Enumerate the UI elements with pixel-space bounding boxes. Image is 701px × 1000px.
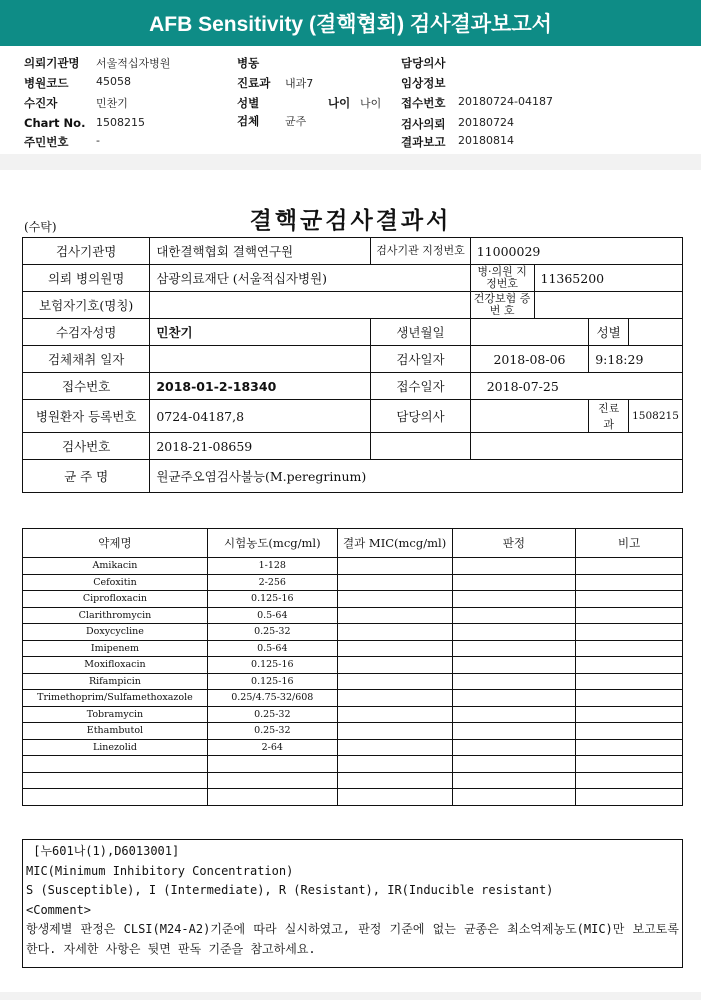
specimen-value: 균주 xyxy=(285,115,307,128)
table-row xyxy=(23,400,683,433)
result-cell xyxy=(337,607,452,624)
drug-name-cell xyxy=(23,789,208,806)
table-row xyxy=(23,739,683,756)
table-row xyxy=(23,657,683,674)
request-value: 20180724 xyxy=(458,116,514,129)
patient-value: 민찬기 xyxy=(96,97,128,110)
result-cell xyxy=(452,574,576,591)
result-cell xyxy=(452,607,576,624)
health-no-value xyxy=(534,292,683,319)
concentration-cell: 2-256 xyxy=(207,574,337,591)
note-legend: S (Susceptible), I (Intermediate), R (Resistant), IR(Inducible resistant) xyxy=(26,883,554,897)
sex-value-cell xyxy=(629,319,683,346)
drug-name-cell: Clarithromycin xyxy=(23,607,208,624)
lab-name-value: 대한결핵협회 결핵연구원 xyxy=(150,238,371,265)
hosp-no-label: 병·의원 지정번호 xyxy=(470,265,534,292)
accept-no-value: 2018-01-2-18340 xyxy=(150,373,371,400)
result-cell xyxy=(452,739,576,756)
result-document xyxy=(0,170,701,992)
doctor-value-cell xyxy=(470,400,589,433)
patient-label: 수진자 xyxy=(24,96,58,110)
concentration-cell xyxy=(207,772,337,789)
chart-value: 1508215 xyxy=(96,116,145,129)
concentration-cell: 0.125-16 xyxy=(207,657,337,674)
result-cell xyxy=(576,624,683,641)
result-cell xyxy=(452,657,576,674)
table-row xyxy=(23,772,683,789)
note-mic: MIC(Minimum Inhibitory Concentration) xyxy=(26,863,294,878)
drug-name-cell xyxy=(23,756,208,773)
result-cell xyxy=(337,723,452,740)
note-comment-label: <Comment> xyxy=(26,902,92,917)
result-cell xyxy=(452,756,576,773)
concentration-cell: 0.5-64 xyxy=(207,607,337,624)
report-date-label: 결과보고 xyxy=(401,135,446,149)
result-cell xyxy=(452,706,576,723)
drug-name-cell: Tobramycin xyxy=(23,706,208,723)
column-header: 약제명 xyxy=(23,529,208,558)
section-gap xyxy=(0,154,701,170)
result-cell xyxy=(576,739,683,756)
column-header: 결과 MIC(mcg/ml) xyxy=(337,529,452,558)
concentration-cell: 1-128 xyxy=(207,558,337,575)
report-title: AFB Sensitivity (결핵협회) 검사결과보고서 xyxy=(149,13,552,36)
table-row xyxy=(23,756,683,773)
name-label: 수검자성명 xyxy=(23,319,150,346)
drug-table-header xyxy=(23,529,683,558)
table-row xyxy=(23,624,683,641)
drug-name-cell: Ethambutol xyxy=(23,723,208,740)
test-no-value: 2018-21-08659 xyxy=(150,433,371,460)
table-row xyxy=(23,789,683,806)
chart-label: Chart No. xyxy=(24,116,86,130)
result-cell xyxy=(337,624,452,641)
request-label: 검사의뢰 xyxy=(401,117,446,131)
table-row xyxy=(23,292,683,319)
doctor-label: 담당의사 xyxy=(401,56,446,70)
doctor-label-cell: 담당의사 xyxy=(371,400,470,433)
result-cell xyxy=(576,789,683,806)
info-table xyxy=(22,237,683,493)
receipt-label: 접수번호 xyxy=(401,96,446,110)
result-cell xyxy=(337,789,452,806)
patient-info-panel xyxy=(0,46,701,154)
result-cell xyxy=(452,772,576,789)
test-date-label: 검사일자 xyxy=(371,346,470,373)
insured-value xyxy=(150,292,470,319)
result-cell xyxy=(337,772,452,789)
result-cell xyxy=(452,591,576,608)
result-cell xyxy=(576,657,683,674)
empty-cell xyxy=(371,433,470,460)
drug-name-cell: Amikacin xyxy=(23,558,208,575)
table-row xyxy=(23,265,683,292)
lab-no-label: 검사기관 지정번호 xyxy=(371,238,470,265)
table-row xyxy=(23,319,683,346)
sutak-label: (수탁) xyxy=(24,220,57,234)
result-cell xyxy=(576,673,683,690)
drug-name-cell xyxy=(23,772,208,789)
sex-label: 성별 xyxy=(237,96,260,110)
institution-label: 의뢰기관명 xyxy=(24,56,80,70)
result-cell xyxy=(452,690,576,707)
result-cell xyxy=(452,789,576,806)
result-cell xyxy=(452,624,576,641)
concentration-cell xyxy=(207,756,337,773)
result-cell xyxy=(337,640,452,657)
result-cell xyxy=(576,640,683,657)
dept-label-cell: 진료과 xyxy=(589,400,629,433)
result-cell xyxy=(337,591,452,608)
hospital-code-value: 45058 xyxy=(96,75,131,88)
result-cell xyxy=(576,574,683,591)
result-cell xyxy=(337,690,452,707)
table-row xyxy=(23,607,683,624)
table-row xyxy=(23,238,683,265)
concentration-cell: 0.5-64 xyxy=(207,640,337,657)
result-cell xyxy=(452,558,576,575)
table-row xyxy=(23,690,683,707)
column-header: 판정 xyxy=(452,529,576,558)
birth-value xyxy=(470,319,589,346)
result-cell xyxy=(337,574,452,591)
table-row xyxy=(23,673,683,690)
dept-label: 진료과 xyxy=(237,76,271,90)
dept-value: 내과7 xyxy=(285,77,314,90)
rrn-value: - xyxy=(96,134,100,147)
lab-name-label: 검사기관명 xyxy=(23,238,150,265)
table-row xyxy=(23,706,683,723)
age-value: 나이 xyxy=(360,97,382,110)
result-cell xyxy=(576,772,683,789)
result-cell xyxy=(576,756,683,773)
result-cell xyxy=(452,673,576,690)
strain-value: 원균주오염검사불능(M.peregrinum) xyxy=(150,460,683,493)
table-row xyxy=(23,640,683,657)
result-cell xyxy=(576,607,683,624)
receipt-value: 20180724-04187 xyxy=(458,95,553,108)
drug-name-cell: Rifampicin xyxy=(23,673,208,690)
collect-label: 검체채취 일자 xyxy=(23,346,150,373)
sex-label-cell: 성별 xyxy=(589,319,629,346)
result-cell xyxy=(337,706,452,723)
empty-cell xyxy=(470,433,682,460)
result-cell xyxy=(576,706,683,723)
accept-date-value: 2018-07-25 xyxy=(470,373,682,400)
concentration-cell: 0.125-16 xyxy=(207,591,337,608)
accept-date-label: 접수일자 xyxy=(371,373,470,400)
document-title: 결핵균검사결과서 xyxy=(249,207,452,234)
result-cell xyxy=(337,558,452,575)
test-no-label: 검사번호 xyxy=(23,433,150,460)
drug-name-cell: Ciprofloxacin xyxy=(23,591,208,608)
result-cell xyxy=(576,558,683,575)
drug-table xyxy=(22,528,683,806)
hosp-no-value: 11365200 xyxy=(534,265,683,292)
req-hosp-label: 의뢰 병의원명 xyxy=(23,265,150,292)
hospital-code-label: 병원코드 xyxy=(24,76,69,90)
collect-value xyxy=(150,346,371,373)
concentration-cell: 0.25-32 xyxy=(207,624,337,641)
result-cell xyxy=(337,657,452,674)
birth-label: 생년월일 xyxy=(371,319,470,346)
rrn-label: 주민번호 xyxy=(24,135,69,149)
result-cell xyxy=(337,756,452,773)
result-cell xyxy=(576,690,683,707)
test-time-value: 9:18:29 xyxy=(589,346,683,373)
result-cell xyxy=(337,673,452,690)
table-row xyxy=(23,433,683,460)
result-cell xyxy=(452,723,576,740)
result-cell xyxy=(452,640,576,657)
concentration-cell: 0.25/4.75-32/608 xyxy=(207,690,337,707)
page-bottom xyxy=(0,992,701,1000)
table-row xyxy=(23,558,683,575)
drug-name-cell: Trimethoprim/Sulfamethoxazole xyxy=(23,690,208,707)
report-title-bar xyxy=(0,0,701,46)
institution-value: 서울적십자병원 xyxy=(96,57,171,70)
health-no-label: 건강보험 증 번 호 xyxy=(470,292,534,319)
concentration-cell: 0.125-16 xyxy=(207,673,337,690)
accept-no-label: 접수번호 xyxy=(23,373,150,400)
concentration-cell xyxy=(207,789,337,806)
test-date-value: 2018-08-06 xyxy=(470,346,589,373)
clinical-label: 임상정보 xyxy=(401,76,446,90)
column-header: 시험농도(mcg/ml) xyxy=(207,529,337,558)
drug-name-cell: Cefoxitin xyxy=(23,574,208,591)
drug-name-cell: Linezolid xyxy=(23,739,208,756)
specimen-label: 검체 xyxy=(237,114,260,128)
table-row xyxy=(23,460,683,493)
note-comment: 항생제별 판정은 CLSI(M24-A2)기준에 따라 실시하였고, 판정 기준에 없는 균종은 최소억제농도(MIC)만 보고토록 한다. 자세한 사항은 뒷면 판독 기준을 참고하세요. xyxy=(26,922,679,956)
concentration-cell: 2-64 xyxy=(207,739,337,756)
table-row xyxy=(23,591,683,608)
ward-label: 병동 xyxy=(237,56,260,70)
result-cell xyxy=(576,591,683,608)
concentration-cell: 0.25-32 xyxy=(207,706,337,723)
report-date-value: 20180814 xyxy=(458,134,514,147)
lab-no-value: 11000029 xyxy=(470,238,682,265)
strain-label: 균 주 명 xyxy=(23,460,150,493)
note-code: [누601나(1),D6013001] xyxy=(26,844,180,858)
drug-name-cell: Doxycycline xyxy=(23,624,208,641)
name-value: 민찬기 xyxy=(150,319,371,346)
table-row xyxy=(23,373,683,400)
patient-reg-label: 병원환자 등록번호 xyxy=(23,400,150,433)
result-cell xyxy=(576,723,683,740)
column-header: 비고 xyxy=(576,529,683,558)
req-hosp-value: 삼광의료재단 (서울적십자병원) xyxy=(150,265,470,292)
notes-box xyxy=(22,839,683,968)
table-row xyxy=(23,574,683,591)
age-label: 나이 xyxy=(328,96,351,110)
drug-name-cell: Imipenem xyxy=(23,640,208,657)
result-cell xyxy=(337,739,452,756)
table-row xyxy=(23,346,683,373)
table-row xyxy=(23,723,683,740)
concentration-cell: 0.25-32 xyxy=(207,723,337,740)
patient-reg-value: 0724-04187,8 xyxy=(150,400,371,433)
dept-value-cell: 1508215 xyxy=(629,400,683,433)
insured-label: 보험자기호(명칭) xyxy=(23,292,150,319)
drug-name-cell: Moxifloxacin xyxy=(23,657,208,674)
